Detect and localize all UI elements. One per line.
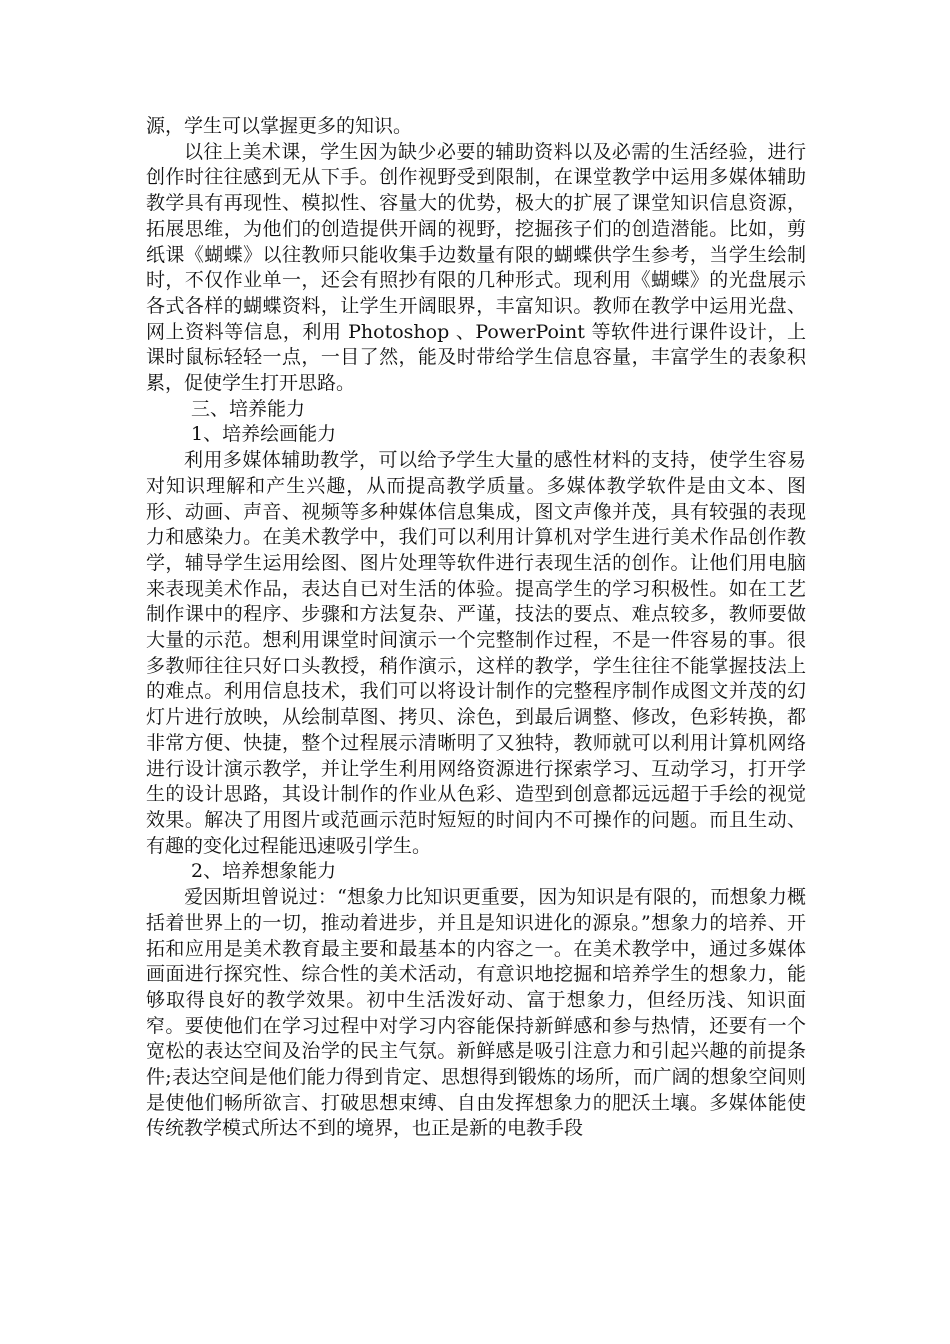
subheading-imagination-ability: 2、培养想象能力 (191, 860, 337, 883)
document-page (146, 114, 806, 1142)
paragraph-art-class-resources: 以往上美术课，学生因为缺少必要的辅助资料以及必需的生活经验，进行创作时往往感到无从下手。创作视野受到限制，在课堂教学中运用多媒体辅助教学具有再现性、模拟性、容量大的优势，极大的扩展了课堂知识信息资源，拓展思维，为他们的创造提供开阔的视野，挖掘孩子们的创造潜能。比如，剪纸课《蝴蝶》以往教师只能收集手边数量有限的蝴蝶供学生参考，当学生绘制时，不仅作业单一，还会有照抄有限的几种形式。现利用《蝴蝶》的光盘展示各式各样的蝴蝶资料，让学生开阔眼界，丰富知识。教师在教学中运用光盘、网上资料等信息，利用 Photoshop 、PowerPoint 等软件进行课件设计，上课时鼠标轻轻一点，一目了然，能及时带给学生信息容量，丰富学生的表象积累，促使学生打开思路。 (146, 140, 806, 395)
paragraph-drawing-ability: 利用多媒体辅助教学，可以给予学生大量的感性材料的支持，使学生容易对知识理解和产生兴趣，从而提高教学质量。多媒体教学软件是由文本、图形、动画、声音、视频等多种媒体信息集成，图文声像并茂，具有较强的表现力和感染力。在美术教学中，我们可以利用计算机对学生进行美术作品创作教学，辅导学生运用绘图、图片处理等软件进行表现生活的创作。让他们用电脑来表现美术作品，表达自已对生活的体验。提高学生的学习积极性。如在工艺制作课中的程序、步骤和方法复杂、严谨，技法的要点、难点较多，教师要做大量的示范。想利用课堂时间演示一个完整制作过程，不是一件容易的事。很多教师往往只好口头教授，稍作演示，这样的教学，学生往往不能掌握技法上的难点。利用信息技术，我们可以将设计制作的完整程序制作成图文并茂的幻灯片进行放映，从绘制草图、拷贝、涂色，到最后调整、修改，色彩转换，都非常方便、快捷，整个过程展示清晰明了又独特，教师就可以利用计算机网络进行设计演示教学，并让学生利用网络资源进行探索学习、互动学习，打开学生的设计思路，其设计制作的作业从色彩、造型到创意都远远超于手绘的视觉效果。解决了用图片或范画示范时短短的时间内不可操作的问题。而且生动、有趣的变化过程能迅速吸引学生。 (146, 449, 806, 857)
paragraph-continuation: 源，学生可以掌握更多的知识。 (146, 115, 413, 137)
paragraph-imagination-ability: 爱因斯坦曾说过：“想象力比知识更重要，因为知识是有限的，而想象力概括着世界上的一切，推动着进步，并且是知识进化的源泉。”想象力的培养、开拓和应用是美术教育最主要和最基本的内容之一。在美术教学中，通过多媒体画面进行探究性、综合性的美术活动，有意识地挖掘和培养学生的想象力，能够取得良好的教学效果。初中生活泼好动、富于想象力，但经历浅、知识面窄。要使他们在学习过程中对学习内容能保持新鲜感和参与热情，还要有一个宽松的表达空间及治学的民主气氛。新鲜感是吸引注意力和引起兴趣的前提条件;表达空间是他们能力得到肯定、思想得到锻炼的场所，而广阔的想象空间则是使他们畅所欲言、打破思想束缚、自由发挥想象力的肥沃土壤。多媒体能使传统教学模式所达不到的境界，也正是新的电教手段 (146, 886, 806, 1140)
section-heading-cultivate-ability: 三、培养能力 (191, 397, 306, 420)
subheading-drawing-ability: 1、培养绘画能力 (191, 423, 337, 446)
